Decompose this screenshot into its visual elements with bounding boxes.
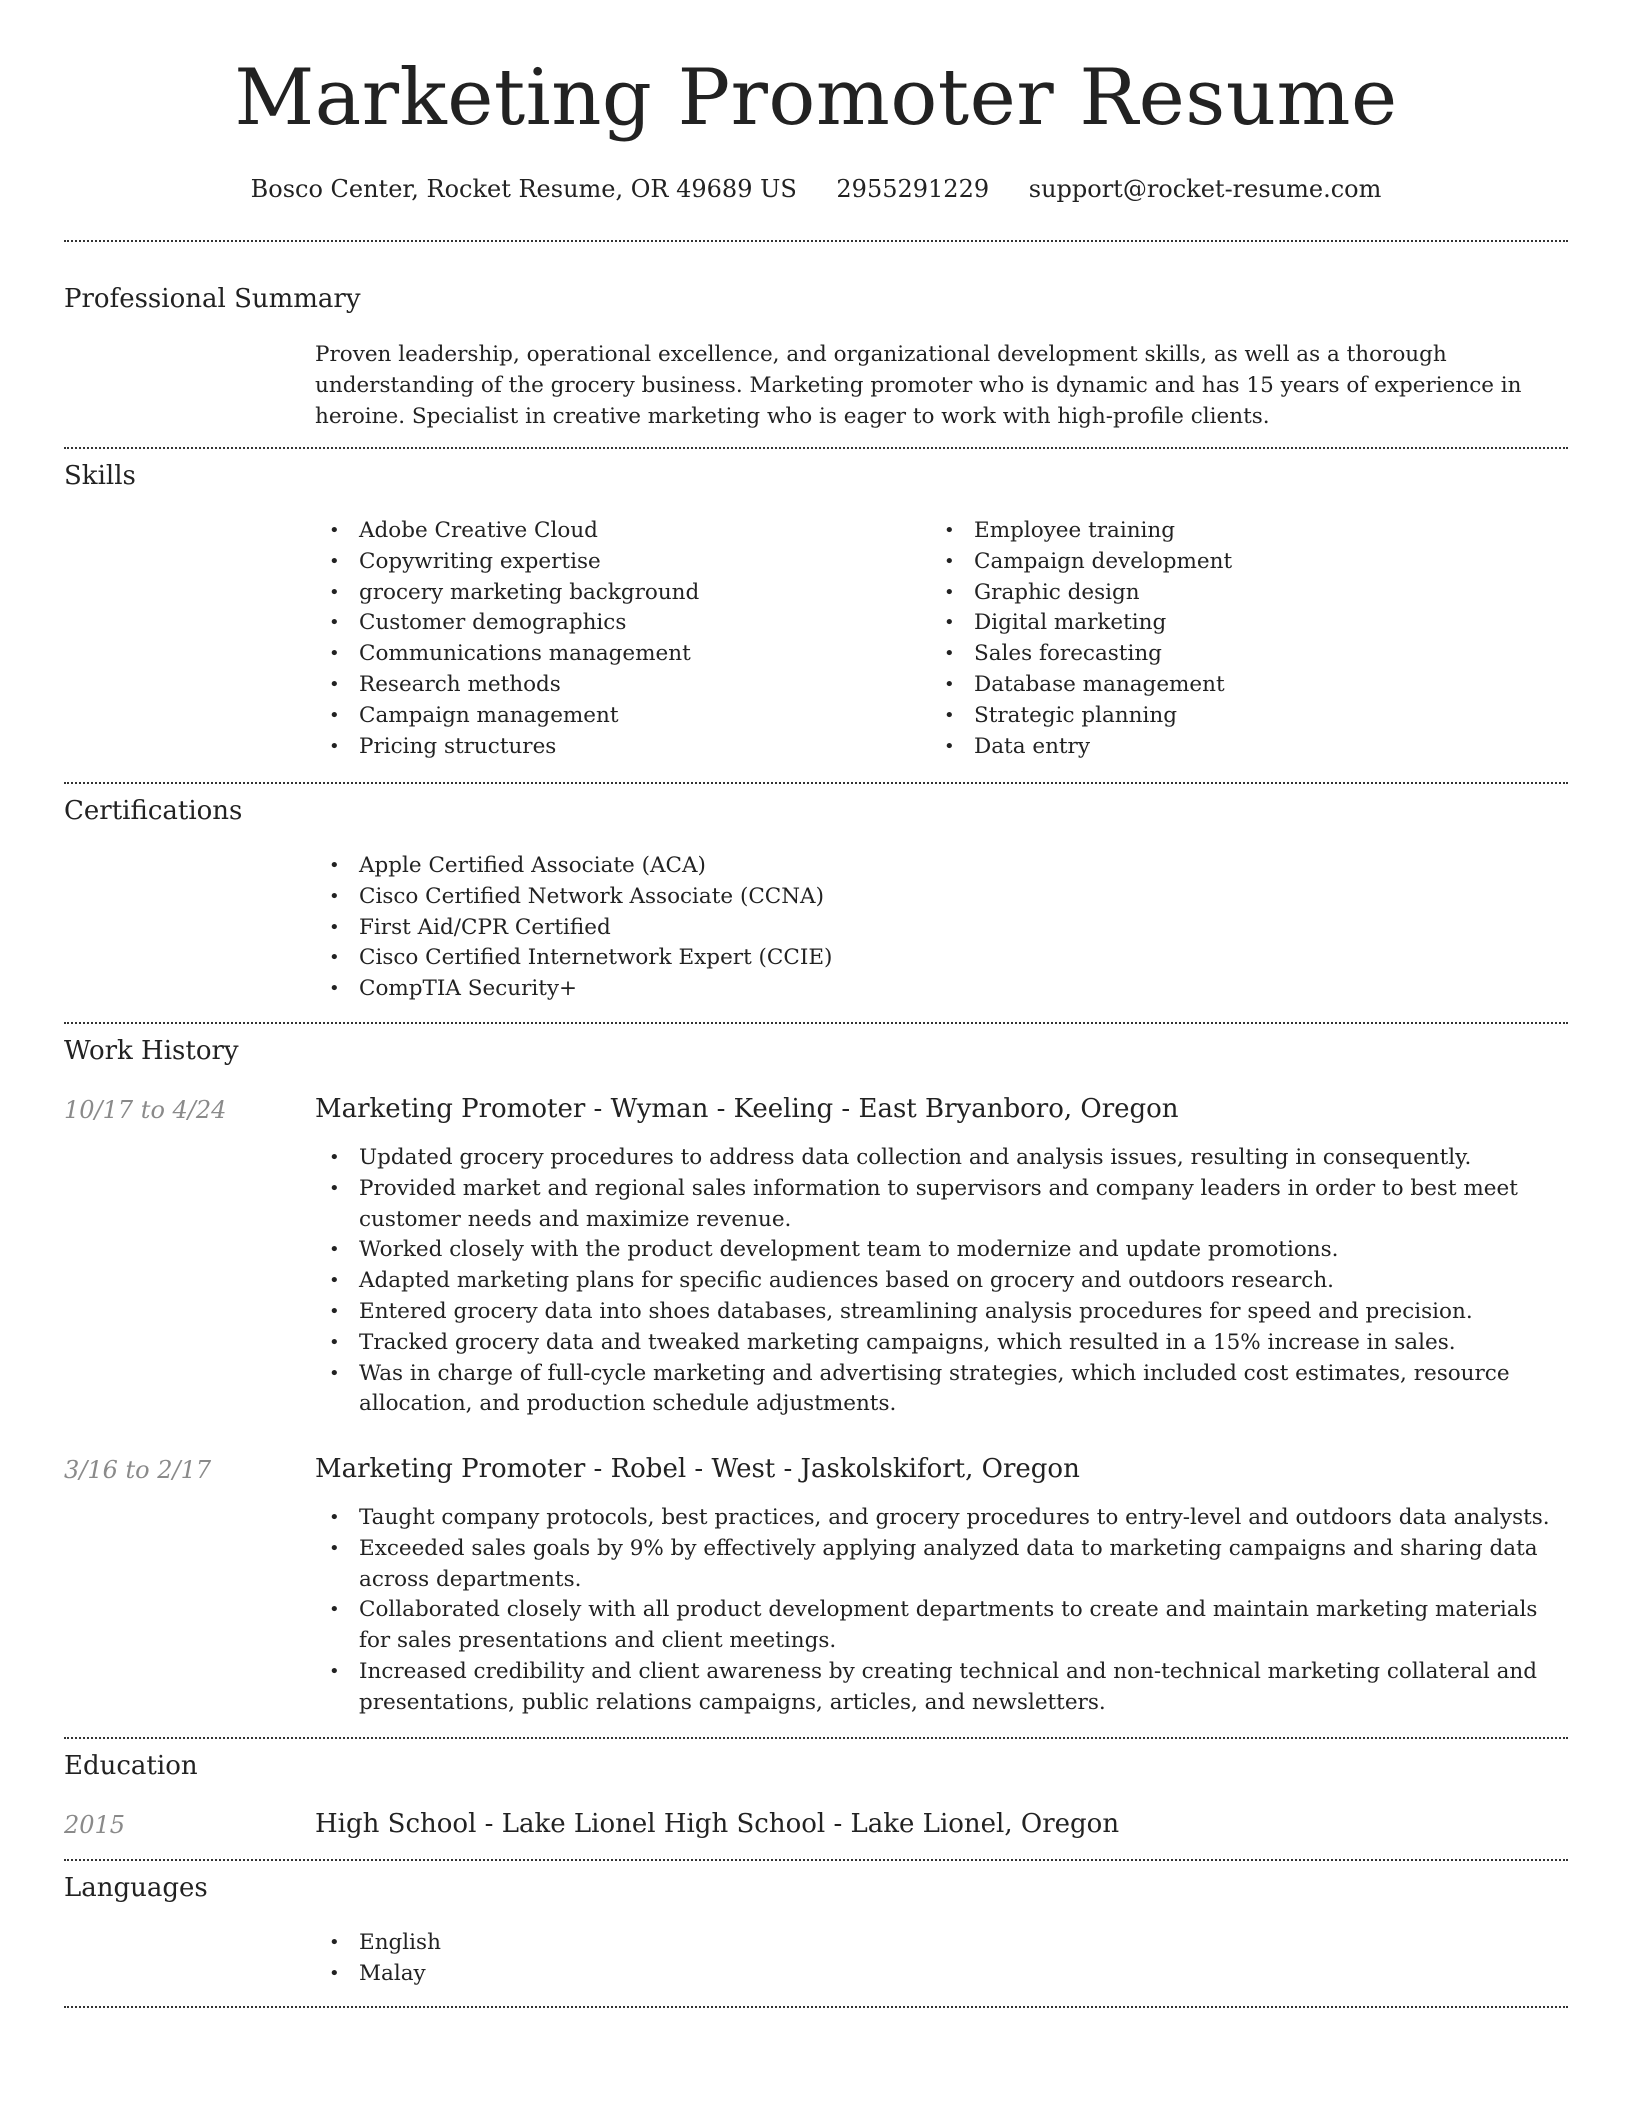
- list-item: • Tracked grocery data and tweaked marketing campaigns, which resulted in a 15% increase in sales.: [315, 1328, 1568, 1359]
- languages-heading: Languages: [64, 1873, 208, 1903]
- list-item: • Exceeded sales goals by 9% by effectively applying analyzed data to marketing campaigns and sharing data across departments.: [315, 1534, 1568, 1596]
- section-divider: [64, 1859, 1568, 1861]
- list-item: • Research methods: [315, 670, 915, 701]
- list-item: • Sales forecasting: [930, 639, 1530, 670]
- summary-text: Proven leadership, operational excellence, and organizational development skills, as well as a thorough understanding of the grocery business. Marketing promoter who is dynamic and has 15 years of experience in heroine. Specialist in creative marketing who is eager to work with high-profile clients.: [315, 342, 1522, 429]
- section-divider: [64, 1737, 1568, 1739]
- certifications-list: [315, 851, 1568, 1005]
- skills-list-left: [315, 516, 915, 762]
- list-item: • Was in charge of full-cycle marketing and advertising strategies, which included cost estimates, resource allocation, and production schedule adjustments.: [315, 1359, 1568, 1421]
- certifications-heading: Certifications: [64, 796, 243, 826]
- job-title: Marketing Promoter - Wyman - Keeling - East Bryanboro, Oregon: [315, 1094, 1179, 1124]
- summary-heading: Professional Summary: [64, 284, 361, 314]
- list-item: • Worked closely with the product development team to modernize and update promotions.: [315, 1235, 1568, 1266]
- education-date: 2015: [64, 1811, 126, 1839]
- job-title: Marketing Promoter - Robel - West - Jaskolskifort, Oregon: [315, 1454, 1080, 1484]
- list-item: • Provided market and regional sales information to supervisors and company leaders in order to best meet customer needs and maximize revenue.: [315, 1174, 1568, 1236]
- list-item: • Increased credibility and client awareness by creating technical and non-technical marketing collateral and presentations, public relations campaigns, articles, and newsletters.: [315, 1657, 1568, 1719]
- list-item: • Campaign management: [315, 701, 915, 732]
- list-item: • Malay: [315, 1959, 1568, 1990]
- list-item: • Customer demographics: [315, 608, 915, 639]
- section-divider: [64, 2006, 1568, 2008]
- job-bullets: [315, 1503, 1568, 1719]
- resume-page: [64, 0, 1568, 2112]
- list-item: • Pricing structures: [315, 732, 915, 763]
- list-item: • Strategic planning: [930, 701, 1530, 732]
- work-history-heading: Work History: [64, 1036, 239, 1066]
- list-item: • Entered grocery data into shoes databases, streamlining analysis procedures for speed and precision.: [315, 1297, 1568, 1328]
- skills-list-right: [930, 516, 1530, 762]
- contact-line: [64, 172, 1568, 206]
- resume-title: Marketing Promoter Resume: [234, 53, 1398, 143]
- section-divider: [64, 1022, 1568, 1024]
- contact-address: Bosco Center, Rocket Resume, OR 49689 US: [250, 175, 797, 203]
- list-item: • CompTIA Security+: [315, 974, 1568, 1005]
- skills-heading: Skills: [64, 461, 136, 491]
- list-item: • Data entry: [930, 732, 1530, 763]
- job-dates: 10/17 to 4/24: [64, 1096, 227, 1124]
- section-divider: [64, 447, 1568, 449]
- list-item: • Copywriting expertise: [315, 547, 915, 578]
- list-item: • Cisco Certified Internetwork Expert (CCIE): [315, 943, 1568, 974]
- job-dates: 3/16 to 2/17: [64, 1456, 212, 1484]
- list-item: • Taught company protocols, best practices, and grocery procedures to entry-level and outdoors data analysts.: [315, 1503, 1568, 1534]
- list-item: • Collaborated closely with all product development departments to create and maintain marketing materials for sales presentations and client meetings.: [315, 1595, 1568, 1657]
- education-heading: Education: [64, 1751, 198, 1781]
- list-item: • Apple Certified Associate (ACA): [315, 851, 1568, 882]
- list-item: • Campaign development: [930, 547, 1530, 578]
- list-item: • Communications management: [315, 639, 915, 670]
- list-item: • Updated grocery procedures to address data collection and analysis issues, resulting in consequently.: [315, 1143, 1568, 1174]
- list-item: • Employee training: [930, 516, 1530, 547]
- languages-list: [315, 1928, 1568, 1990]
- list-item: • Database management: [930, 670, 1530, 701]
- contact-phone: 2955291229: [836, 175, 990, 203]
- education-entry: High School - Lake Lionel High School - Lake Lionel, Oregon: [315, 1809, 1120, 1839]
- section-divider: [64, 782, 1568, 784]
- list-item: • Cisco Certified Network Associate (CCNA): [315, 882, 1568, 913]
- job-bullets: [315, 1143, 1568, 1420]
- list-item: • Digital marketing: [930, 608, 1530, 639]
- list-item: • Adobe Creative Cloud: [315, 516, 915, 547]
- list-item: • Adapted marketing plans for specific audiences based on grocery and outdoors research.: [315, 1266, 1568, 1297]
- list-item: • Graphic design: [930, 578, 1530, 609]
- list-item: • English: [315, 1928, 1568, 1959]
- section-divider: [64, 240, 1568, 242]
- list-item: • First Aid/CPR Certified: [315, 913, 1568, 944]
- list-item: • grocery marketing background: [315, 578, 915, 609]
- contact-email: support@rocket-resume.com: [1028, 175, 1382, 203]
